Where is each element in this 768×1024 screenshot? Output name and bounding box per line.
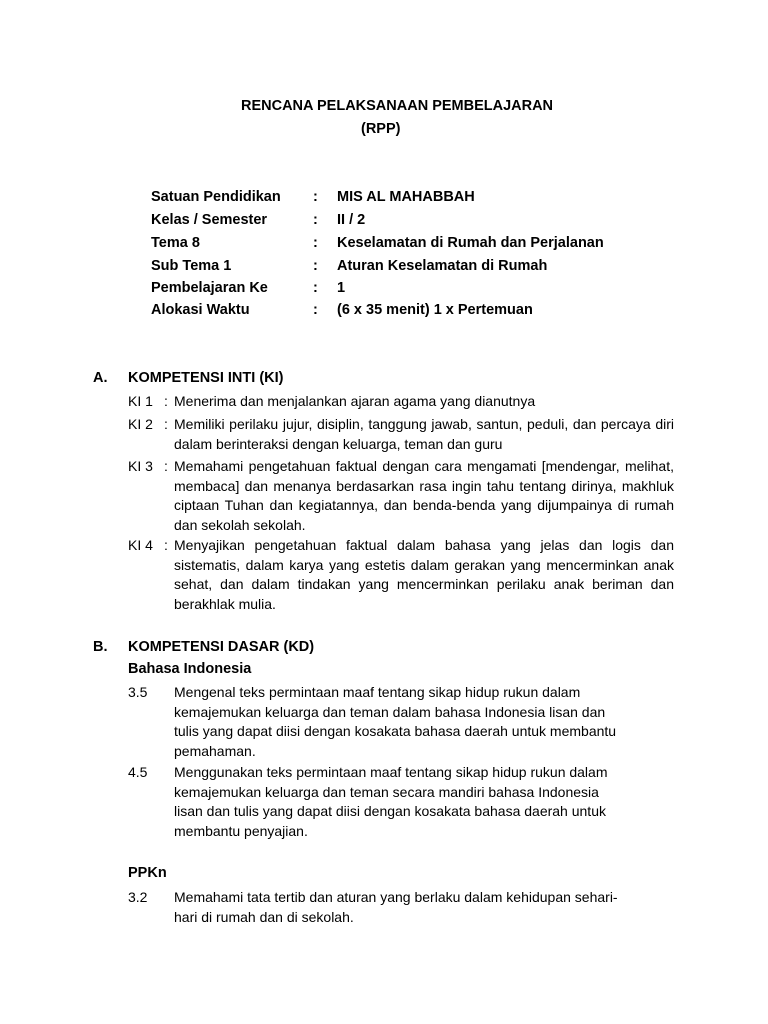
ki-item — [128, 415, 674, 454]
kd-label: 3.5 — [128, 684, 148, 700]
identity-colon: : — [313, 258, 318, 274]
kd-text-line: hari di rumah dan di sekolah. — [174, 908, 354, 925]
ki-text: Memahami pengetahuan faktual dengan cara mengamati [mendengar, melihat, membaca] dan menanya berdasarkan rasa ingin tahu tentang dirinya, makhluk ciptaan Tuhan dan kegiatannya, dan benda-benda yang dijumpainya di rumah dan sekolah sekolah. — [174, 458, 674, 533]
ki-text: Menyajikan pengetahuan faktual dalam bahasa yang jelas dan logis dan sistematis, dalam karya yang estetis dalam gerakan yang mencerminkan anak sehat, dan dalam tindakan yang mencerminkan perilaku anak beriman dan berakhlak mulia. — [174, 537, 674, 612]
identity-colon: : — [313, 235, 318, 251]
section-b-heading: KOMPETENSI DASAR (KD) — [128, 639, 315, 655]
ki-label: KI 2 — [128, 416, 153, 432]
ki-item — [128, 457, 674, 535]
kd-text-line: pemahaman. — [174, 742, 256, 759]
identity-label: Pembelajaran Ke — [151, 280, 268, 296]
identity-label: Sub Tema 1 — [151, 258, 232, 274]
identity-value: II / 2 — [337, 212, 366, 228]
identity-label: Satuan Pendidikan — [151, 189, 281, 205]
identity-colon: : — [313, 302, 318, 318]
ki-label: KI 1 — [128, 393, 153, 409]
document-title: RENCANA PELAKSANAAN PEMBELAJARAN — [241, 98, 554, 114]
ki-colon: : — [164, 416, 168, 432]
ki-item — [128, 392, 674, 412]
kd-item — [128, 888, 674, 927]
kd-item — [128, 683, 674, 761]
identity-value: Aturan Keselamatan di Rumah — [337, 258, 548, 274]
identity-value: Keselamatan di Rumah dan Perjalanan — [337, 235, 604, 251]
identity-label: Alokasi Waktu — [151, 302, 250, 318]
identity-value: 1 — [337, 280, 346, 296]
identity-colon: : — [313, 280, 318, 296]
kd-text-line: Mengenal teks permintaan maaf tentang sikap hidup rukun dalam — [174, 684, 581, 700]
identity-label: Kelas / Semester — [151, 212, 268, 228]
kd-text-line: Memahami tata tertib dan aturan yang berlaku dalam kehidupan sehari- — [174, 889, 618, 905]
document-subtitle: (RPP) — [361, 121, 401, 137]
kd-label: 4.5 — [128, 764, 148, 780]
kd-text-line: lisan dan tulis yang dapat diisi dengan kosakata bahasa daerah untuk — [174, 803, 606, 819]
kd-text — [174, 888, 674, 927]
subject-bahasa-indonesia: Bahasa Indonesia — [128, 661, 252, 677]
subject-ppkn: PPKn — [128, 865, 167, 881]
section-a-letter: A. — [93, 370, 108, 386]
ki-colon: : — [164, 393, 168, 409]
ki-text: Menerima dan menjalankan ajaran agama yang dianutnya — [174, 393, 536, 409]
ki-label: KI 3 — [128, 458, 153, 474]
ki-label: KI 4 — [128, 537, 153, 553]
kd-text-line: membantu penyajian. — [174, 822, 308, 839]
identity-colon: : — [313, 212, 318, 228]
kd-text-line: kemajemukan keluarga dan teman secara mandiri bahasa Indonesia — [174, 783, 599, 800]
identity-value: MIS AL MAHABBAH — [337, 189, 475, 205]
identity-label: Tema 8 — [151, 235, 200, 251]
ki-text: Memiliki perilaku jujur, disiplin, tanggung jawab, santun, peduli, dan percaya diri dalam berinteraksi dengan keluarga, teman dan guru — [174, 416, 674, 452]
kd-item — [128, 763, 674, 841]
kd-text — [174, 683, 674, 761]
kd-text-line: tulis yang dapat diisi dengan kosakata bahasa daerah untuk membantu — [174, 723, 617, 739]
section-b-letter: B. — [93, 639, 108, 655]
ki-colon: : — [164, 537, 168, 553]
kd-text — [174, 763, 674, 841]
kd-label: 3.2 — [128, 889, 148, 905]
kd-text-line: kemajemukan keluarga dan teman dalam bahasa Indonesia lisan dan — [174, 703, 606, 720]
identity-colon: : — [313, 189, 318, 205]
ki-item — [128, 536, 674, 614]
ki-colon: : — [164, 458, 168, 474]
section-a-heading: KOMPETENSI INTI (KI) — [128, 370, 284, 386]
kd-text-line: Menggunakan teks permintaan maaf tentang sikap hidup rukun dalam — [174, 764, 608, 780]
identity-value: (6 x 35 menit) 1 x Pertemuan — [337, 302, 533, 318]
